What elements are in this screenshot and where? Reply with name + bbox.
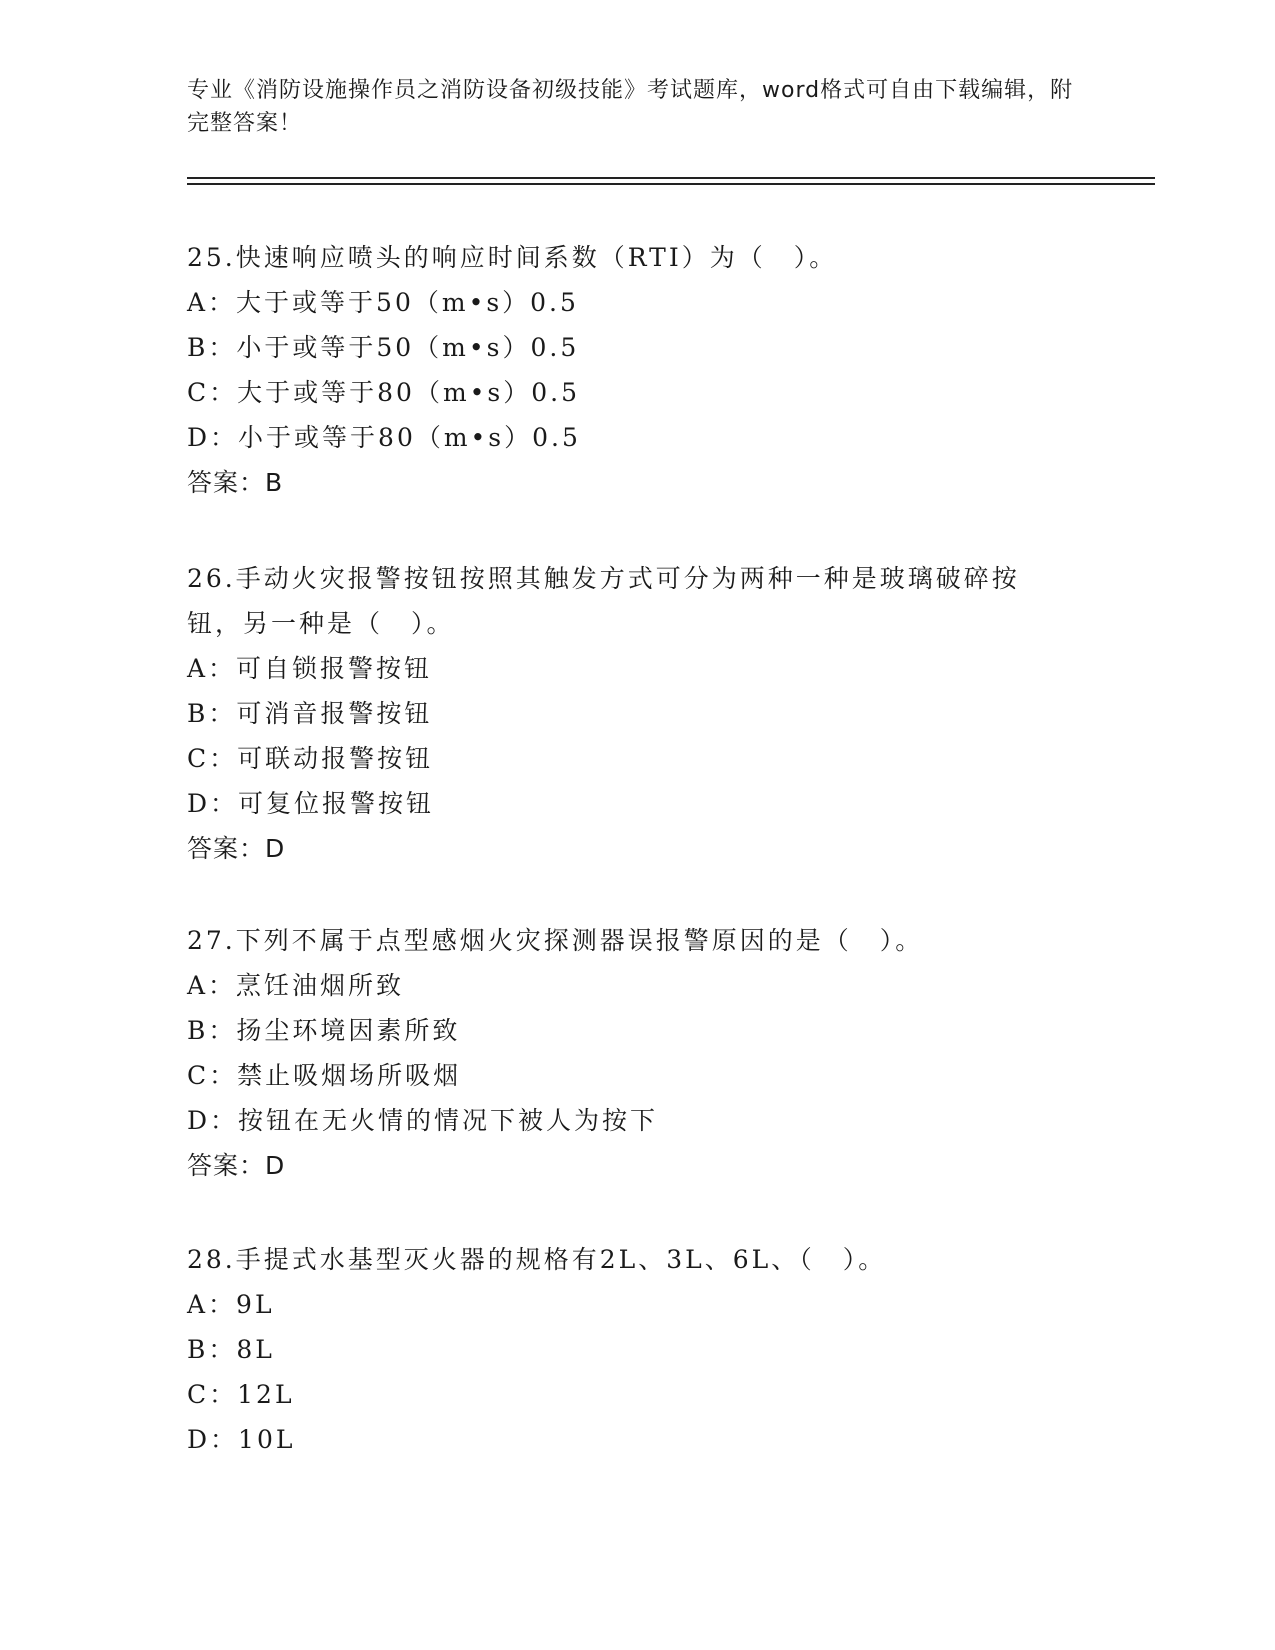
- option-b: B：8L: [187, 1335, 275, 1364]
- option-c: C：禁止吸烟场所吸烟: [187, 1061, 462, 1090]
- option-a: A：9L: [187, 1290, 275, 1319]
- question-stem: 27.下列不属于点型感烟火灾探测器误报警原因的是（ ）。: [187, 926, 924, 955]
- option-a: A：可自锁报警按钮: [187, 654, 433, 683]
- question-26: [187, 556, 1087, 871]
- option-a: A：大于或等于50（m•s）0.5: [187, 288, 579, 317]
- header-divider-bottom: [187, 183, 1155, 185]
- question-28: [187, 1237, 1087, 1462]
- question-stem: 25.快速响应喷头的响应时间系数（RTI）为（ ）。: [187, 243, 838, 272]
- option-d: D：小于或等于80（m•s）0.5: [187, 423, 581, 452]
- option-c: C：大于或等于80（m•s）0.5: [187, 378, 580, 407]
- option-d: D：10L: [187, 1425, 296, 1454]
- option-a: A：烹饪油烟所致: [187, 971, 405, 1000]
- option-b: B：小于或等于50（m•s）0.5: [187, 333, 580, 362]
- option-b: B：可消音报警按钮: [187, 699, 433, 728]
- answer-line: 答案：B: [187, 468, 284, 497]
- question-27: [187, 918, 1087, 1188]
- question-stem: 28.手提式水基型灭火器的规格有2L、3L、6L、（ ）。: [187, 1245, 887, 1274]
- option-b: B：扬尘环境因素所致: [187, 1016, 461, 1045]
- question-stem: 26.手动火灾报警按钮按照其触发方式可分为两种一种是玻璃破碎按钮，另一种是（ ）。: [187, 564, 1020, 638]
- option-c: C：可联动报警按钮: [187, 744, 434, 773]
- header-divider-top: [187, 177, 1155, 179]
- question-25: [187, 235, 1087, 505]
- option-d: D：可复位报警按钮: [187, 789, 435, 818]
- option-c: C：12L: [187, 1380, 295, 1409]
- answer-line: 答案：D: [187, 834, 286, 863]
- option-d: D：按钮在无火情的情况下被人为按下: [187, 1106, 659, 1135]
- document-header: 专业《消防设施操作员之消防设备初级技能》考试题库，word格式可自由下载编辑，附完整答案！: [187, 78, 1074, 136]
- answer-line: 答案：D: [187, 1151, 286, 1180]
